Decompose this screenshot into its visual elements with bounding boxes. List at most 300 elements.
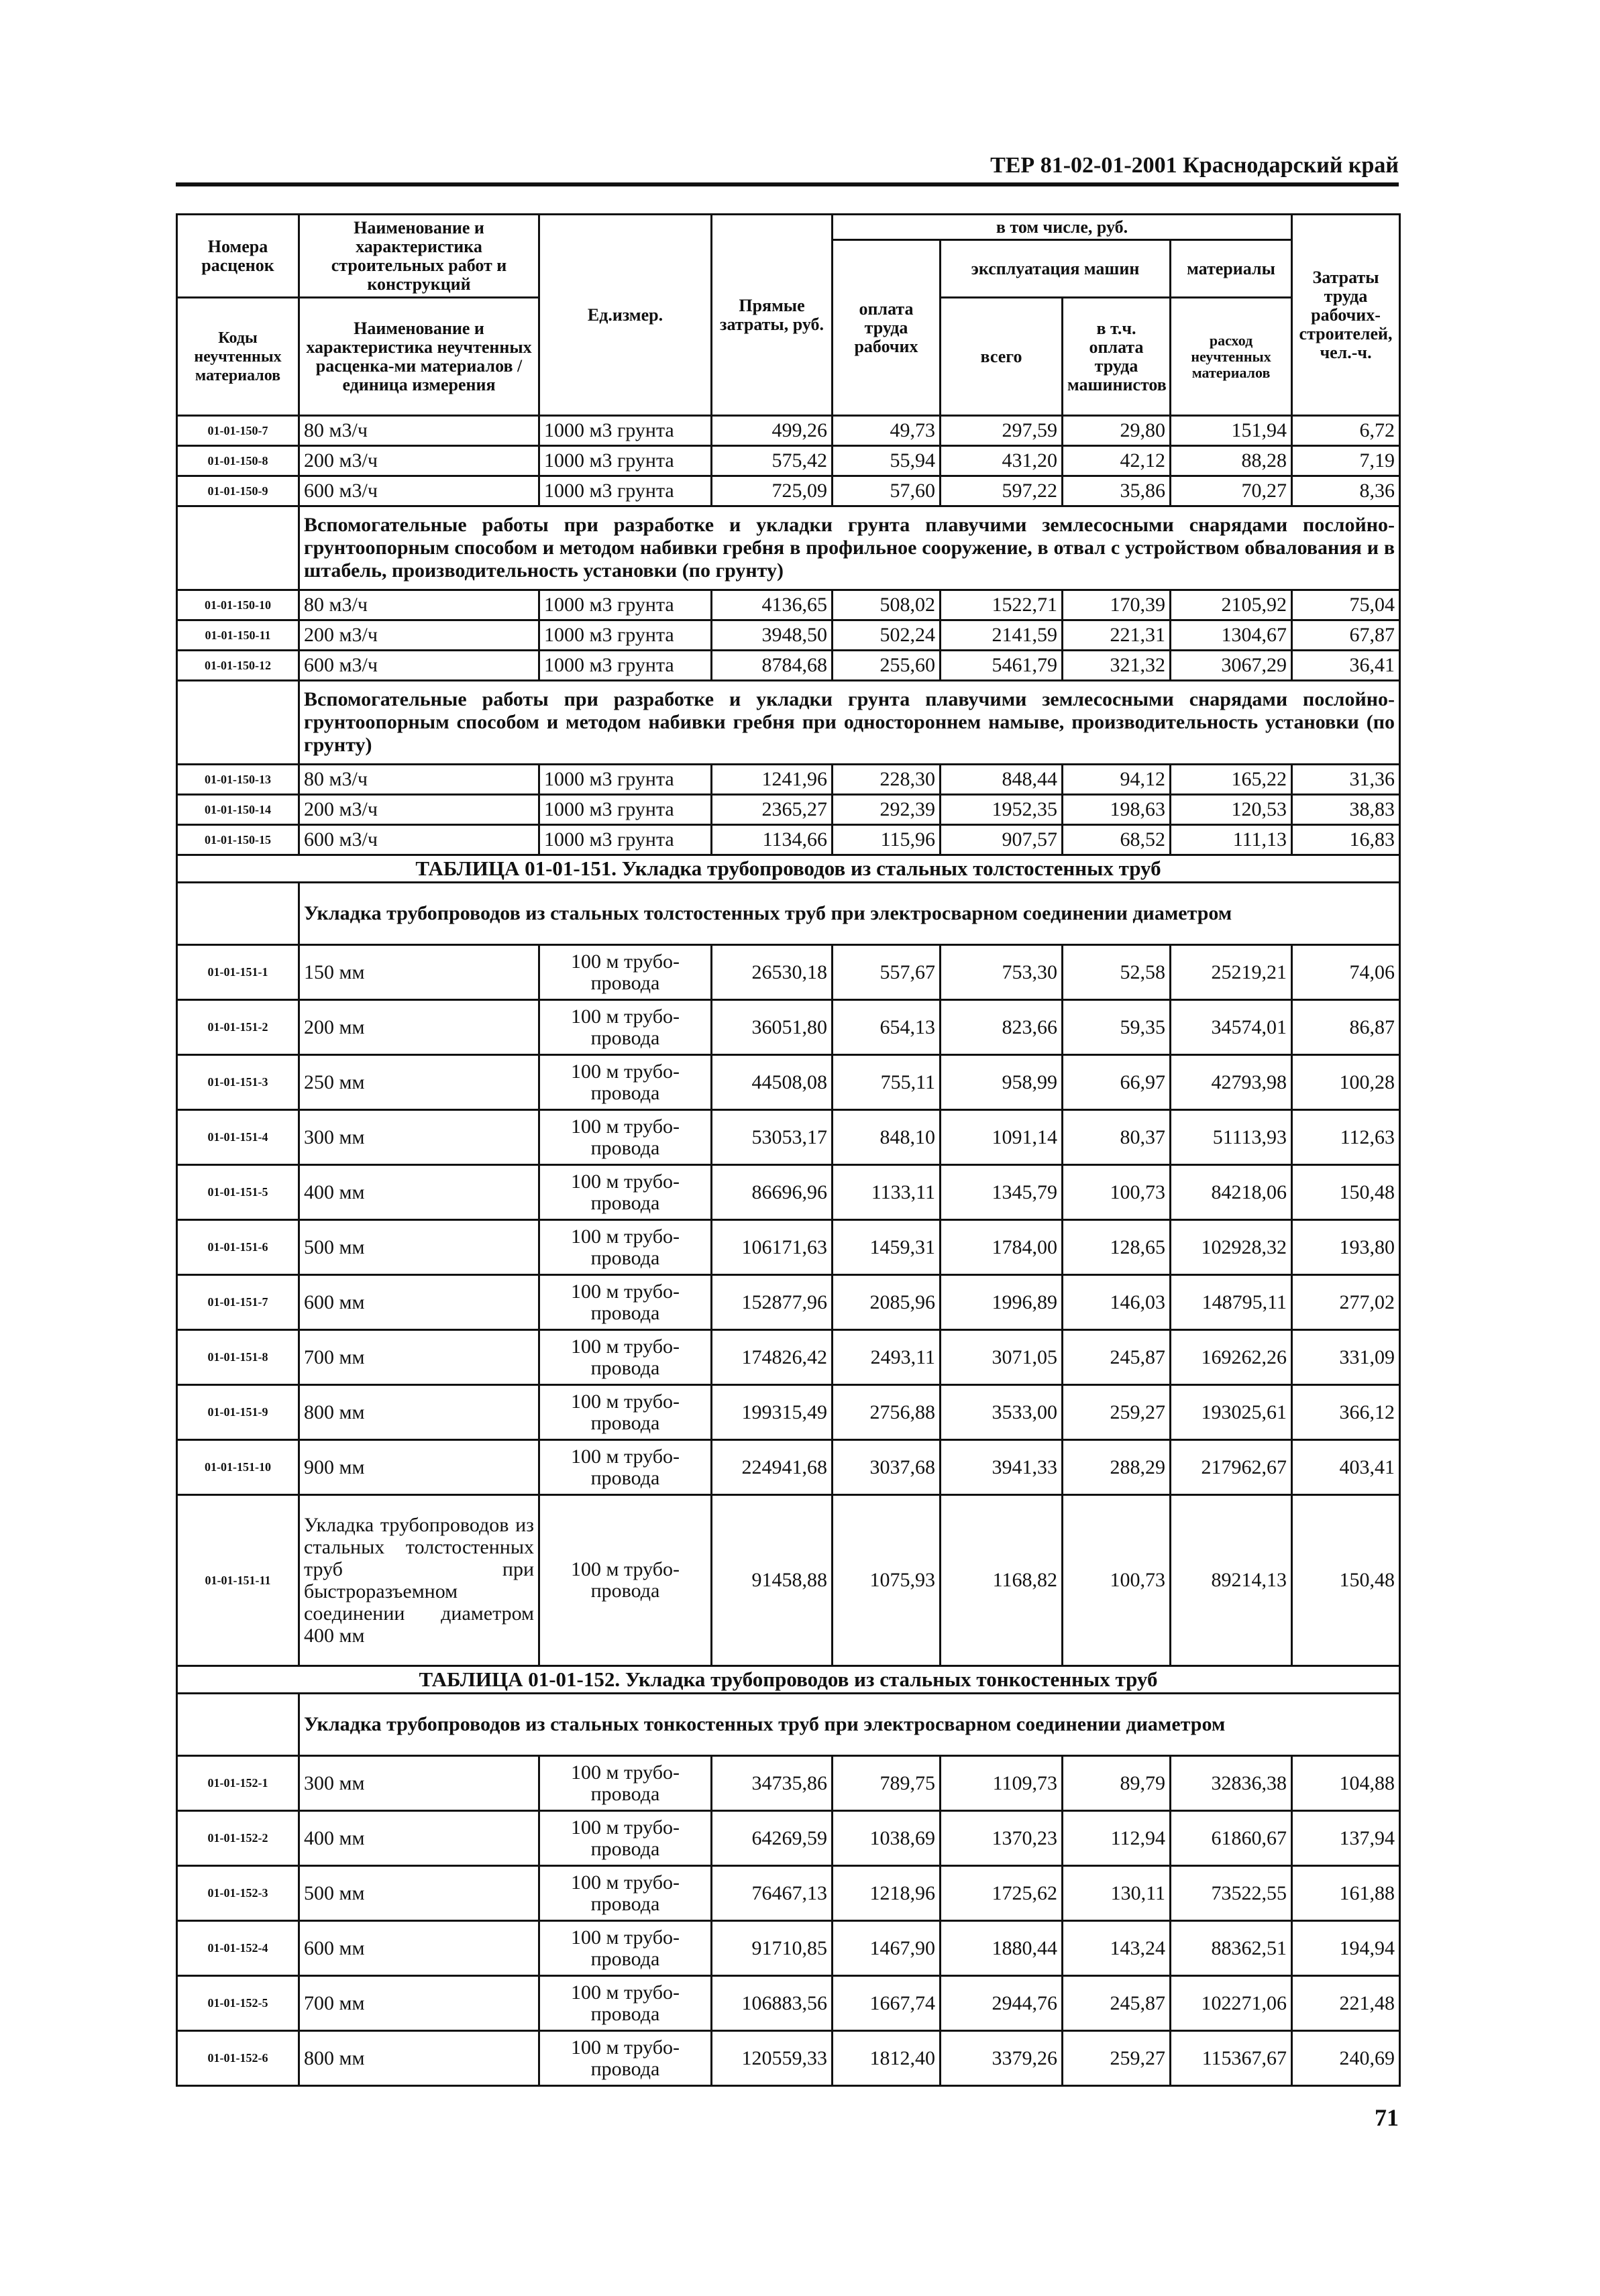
machinists-cell: 221,31 [1063, 620, 1171, 651]
labor-pay-cell: 2085,96 [833, 1275, 941, 1330]
direct-cost-cell: 44508,08 [712, 1055, 833, 1110]
labor-hours-cell: 100,28 [1292, 1055, 1400, 1110]
table-row [177, 1440, 1400, 1495]
labor-hours-cell: 36,41 [1292, 651, 1400, 681]
direct-cost-cell: 26530,18 [712, 945, 833, 1000]
labor-hours-cell: 150,48 [1292, 1165, 1400, 1220]
materials-cell: 25219,21 [1171, 945, 1292, 1000]
col-header-incl: в том числе, руб. [833, 215, 1292, 240]
col-header-name-bottom: Наименование и характеристика неучтенных расценка-ми материалов / единица измерения [299, 298, 539, 416]
table-row [177, 590, 1400, 620]
name-cell: 600 м3/ч [299, 651, 539, 681]
unit-cell: 100 м трубо-провода [539, 2031, 712, 2086]
materials-cell: 3067,29 [1171, 651, 1292, 681]
labor-pay-cell: 1133,11 [833, 1165, 941, 1220]
materials-cell: 88,28 [1171, 446, 1292, 476]
section-description-row [177, 1694, 1400, 1756]
table-cell [177, 1666, 1400, 1694]
materials-cell: 102928,32 [1171, 1220, 1292, 1275]
direct-cost-cell: 91458,88 [712, 1495, 833, 1666]
direct-cost-cell: 106883,56 [712, 1976, 833, 2031]
machines-cell: 3533,00 [941, 1385, 1063, 1440]
labor-pay-cell: 557,67 [833, 945, 941, 1000]
machinists-cell: 59,35 [1063, 1000, 1171, 1055]
code-cell: 01-01-151-3 [177, 1055, 299, 1110]
code-cell: 01-01-151-1 [177, 945, 299, 1000]
table-row [177, 825, 1400, 855]
materials-cell: 61860,67 [1171, 1811, 1292, 1866]
unit-cell: 1000 м3 грунта [539, 765, 712, 795]
labor-pay-cell: 848,10 [833, 1110, 941, 1165]
code-cell: 01-01-150-12 [177, 651, 299, 681]
name-cell: 600 мм [299, 1921, 539, 1976]
machines-cell: 3941,33 [941, 1440, 1063, 1495]
materials-cell: 88362,51 [1171, 1921, 1292, 1976]
machines-cell: 297,59 [941, 416, 1063, 446]
table-row [177, 1165, 1400, 1220]
labor-pay-cell: 502,24 [833, 620, 941, 651]
table-cell [177, 215, 1400, 240]
code-cell: 01-01-150-10 [177, 590, 299, 620]
name-cell: 500 мм [299, 1220, 539, 1275]
unit-cell: 100 м трубо-провода [539, 1385, 712, 1440]
machinists-cell: 68,52 [1063, 825, 1171, 855]
table-cell [177, 855, 1400, 883]
unit-cell: 1000 м3 грунта [539, 620, 712, 651]
unit-cell: 100 м трубо-провода [539, 1275, 712, 1330]
machines-cell: 597,22 [941, 476, 1063, 506]
materials-cell: 169262,26 [1171, 1330, 1292, 1385]
unit-cell: 100 м трубо-провода [539, 1495, 712, 1666]
code-cell: 01-01-150-14 [177, 795, 299, 825]
labor-hours-cell: 67,87 [1292, 620, 1400, 651]
machines-cell: 753,30 [941, 945, 1063, 1000]
col-header-direct: Прямые затраты, руб. [712, 215, 833, 416]
machines-cell: 5461,79 [941, 651, 1063, 681]
labor-hours-cell: 74,06 [1292, 945, 1400, 1000]
labor-pay-cell: 3037,68 [833, 1440, 941, 1495]
labor-hours-cell: 331,09 [1292, 1330, 1400, 1385]
col-header-code-bottom: Коды неучтенных материалов [177, 298, 299, 416]
materials-cell: 193025,61 [1171, 1385, 1292, 1440]
table-row [177, 1756, 1400, 1811]
labor-pay-cell: 255,60 [833, 651, 941, 681]
section-description-row [177, 681, 1400, 765]
col-header-machines: эксплуатация машин [941, 240, 1171, 298]
labor-pay-cell: 789,75 [833, 1756, 941, 1811]
labor-hours-cell: 6,72 [1292, 416, 1400, 446]
name-cell: 600 мм [299, 1275, 539, 1330]
machines-cell: 3071,05 [941, 1330, 1063, 1385]
unit-cell: 100 м трубо-провода [539, 1440, 712, 1495]
machinists-cell: 146,03 [1063, 1275, 1171, 1330]
machines-cell: 848,44 [941, 765, 1063, 795]
section-description: Вспомогательные работы при разработке и укладки грунта плавучими землесосными снарядами послойно-грунтоопорным способом и методом набивки гребня в профильное сооружение, в отвал с устройством обвалования и в штабель, производительность установки (по грунту) [299, 506, 1400, 590]
labor-pay-cell: 228,30 [833, 765, 941, 795]
table-row [177, 1921, 1400, 1976]
table-row [177, 1330, 1400, 1385]
page-header-title: ТЕР 81-02-01-2001 Краснодарский край [990, 153, 1399, 178]
unit-cell: 1000 м3 грунта [539, 795, 712, 825]
direct-cost-cell: 575,42 [712, 446, 833, 476]
materials-cell: 70,27 [1171, 476, 1292, 506]
machinists-cell: 100,73 [1063, 1165, 1171, 1220]
labor-hours-cell: 31,36 [1292, 765, 1400, 795]
materials-cell: 165,22 [1171, 765, 1292, 795]
direct-cost-cell: 152877,96 [712, 1275, 833, 1330]
name-cell: 200 мм [299, 1000, 539, 1055]
machinists-cell: 245,87 [1063, 1976, 1171, 2031]
direct-cost-cell: 76467,13 [712, 1866, 833, 1921]
labor-hours-cell: 366,12 [1292, 1385, 1400, 1440]
labor-hours-cell: 150,48 [1292, 1495, 1400, 1666]
table-row [177, 620, 1400, 651]
direct-cost-cell: 86696,96 [712, 1165, 833, 1220]
direct-cost-cell: 725,09 [712, 476, 833, 506]
unit-cell: 1000 м3 грунта [539, 651, 712, 681]
machines-cell: 1996,89 [941, 1275, 1063, 1330]
col-header-incl-machinists: в т.ч. оплата труда машинистов [1063, 298, 1171, 416]
machinists-cell: 35,86 [1063, 476, 1171, 506]
materials-cell: 34574,01 [1171, 1000, 1292, 1055]
col-header-labor: оплата труда рабочих [833, 240, 941, 416]
table-row [177, 651, 1400, 681]
labor-pay-cell: 1038,69 [833, 1811, 941, 1866]
labor-hours-cell: 161,88 [1292, 1866, 1400, 1921]
machinists-cell: 94,12 [1063, 765, 1171, 795]
code-cell: 01-01-151-9 [177, 1385, 299, 1440]
labor-hours-cell: 7,19 [1292, 446, 1400, 476]
materials-cell: 1304,67 [1171, 620, 1292, 651]
code-cell: 01-01-150-8 [177, 446, 299, 476]
labor-hours-cell: 16,83 [1292, 825, 1400, 855]
labor-hours-cell: 240,69 [1292, 2031, 1400, 2086]
table-151 [177, 855, 1400, 1666]
machinists-cell: 29,80 [1063, 416, 1171, 446]
table-row [177, 2031, 1400, 2086]
materials-cell: 217962,67 [1171, 1440, 1292, 1495]
machines-cell: 907,57 [941, 825, 1063, 855]
col-header-name-top: Наименование и характеристика строительных работ и конструкций [299, 215, 539, 298]
table-cell [177, 506, 299, 590]
unit-cell: 100 м трубо-провода [539, 1165, 712, 1220]
direct-cost-cell: 8784,68 [712, 651, 833, 681]
machines-cell: 3379,26 [941, 2031, 1063, 2086]
table-cell [177, 681, 299, 765]
table-row [177, 1055, 1400, 1110]
code-cell: 01-01-152-2 [177, 1811, 299, 1866]
name-cell: 500 мм [299, 1866, 539, 1921]
unit-cell: 100 м трубо-провода [539, 945, 712, 1000]
unit-cell: 1000 м3 грунта [539, 825, 712, 855]
direct-cost-cell: 3948,50 [712, 620, 833, 651]
labor-hours-cell: 221,48 [1292, 1976, 1400, 2031]
name-cell: 700 мм [299, 1976, 539, 2031]
table-151-title: ТАБЛИЦА 01-01-151. Укладка трубопроводов из стальных толстостенных труб [177, 855, 1400, 883]
direct-cost-cell: 34735,86 [712, 1756, 833, 1811]
machines-cell: 1725,62 [941, 1866, 1063, 1921]
table-row [177, 1220, 1400, 1275]
code-cell: 01-01-151-11 [177, 1495, 299, 1666]
machinists-cell: 112,94 [1063, 1811, 1171, 1866]
unit-cell: 1000 м3 грунта [539, 590, 712, 620]
unit-cell: 100 м трубо-провода [539, 1866, 712, 1921]
machinists-cell: 42,12 [1063, 446, 1171, 476]
code-cell: 01-01-152-4 [177, 1921, 299, 1976]
name-cell: Укладка трубопроводов из стальных толстостенных труб при быстроразъемном соединении диаметром 400 мм [299, 1495, 539, 1666]
unit-cell: 100 м трубо-провода [539, 1000, 712, 1055]
col-header-unaccounted: расход неучтенных материалов [1171, 298, 1292, 416]
machinists-cell: 170,39 [1063, 590, 1171, 620]
direct-cost-cell: 1241,96 [712, 765, 833, 795]
code-cell: 01-01-151-2 [177, 1000, 299, 1055]
labor-pay-cell: 1075,93 [833, 1495, 941, 1666]
labor-pay-cell: 1459,31 [833, 1220, 941, 1275]
table-cell [177, 883, 299, 945]
code-cell: 01-01-151-8 [177, 1330, 299, 1385]
table-152-description: Укладка трубопроводов из стальных тонкостенных труб при электросварном соединении диаметром [299, 1694, 1400, 1756]
name-cell: 150 мм [299, 945, 539, 1000]
unit-cell: 1000 м3 грунта [539, 446, 712, 476]
materials-cell: 148795,11 [1171, 1275, 1292, 1330]
unit-cell: 100 м трубо-провода [539, 1055, 712, 1110]
labor-hours-cell: 137,94 [1292, 1811, 1400, 1866]
labor-pay-cell: 508,02 [833, 590, 941, 620]
labor-pay-cell: 292,39 [833, 795, 941, 825]
table-row [177, 1811, 1400, 1866]
name-cell: 300 мм [299, 1756, 539, 1811]
materials-cell: 51113,93 [1171, 1110, 1292, 1165]
machines-cell: 431,20 [941, 446, 1063, 476]
machines-cell: 1952,35 [941, 795, 1063, 825]
machines-cell: 1880,44 [941, 1921, 1063, 1976]
machinists-cell: 259,27 [1063, 2031, 1171, 2086]
machinists-cell: 198,63 [1063, 795, 1171, 825]
labor-hours-cell: 193,80 [1292, 1220, 1400, 1275]
materials-cell: 102271,06 [1171, 1976, 1292, 2031]
name-cell: 80 м3/ч [299, 590, 539, 620]
labor-hours-cell: 112,63 [1292, 1110, 1400, 1165]
labor-pay-cell: 1467,90 [833, 1921, 941, 1976]
table-152 [177, 1666, 1400, 2086]
col-header-code-top: Номера расценок [177, 215, 299, 298]
name-cell: 250 мм [299, 1055, 539, 1110]
materials-cell: 32836,38 [1171, 1756, 1292, 1811]
materials-cell: 115367,67 [1171, 2031, 1292, 2086]
unit-cell: 100 м трубо-провода [539, 1220, 712, 1275]
code-cell: 01-01-152-5 [177, 1976, 299, 2031]
name-cell: 700 мм [299, 1330, 539, 1385]
labor-pay-cell: 1667,74 [833, 1976, 941, 2031]
name-cell: 400 мм [299, 1165, 539, 1220]
machinists-cell: 80,37 [1063, 1110, 1171, 1165]
machines-cell: 1168,82 [941, 1495, 1063, 1666]
col-header-total: всего [941, 298, 1063, 416]
name-cell: 600 м3/ч [299, 476, 539, 506]
labor-pay-cell: 55,94 [833, 446, 941, 476]
table-row [177, 1495, 1400, 1666]
unit-cell: 100 м трубо-провода [539, 1330, 712, 1385]
direct-cost-cell: 199315,49 [712, 1385, 833, 1440]
unit-cell: 100 м трубо-провода [539, 1811, 712, 1866]
machinists-cell: 130,11 [1063, 1866, 1171, 1921]
table-row [177, 1000, 1400, 1055]
table-row [177, 765, 1400, 795]
machinists-cell: 100,73 [1063, 1495, 1171, 1666]
table-row [177, 1976, 1400, 2031]
name-cell: 400 мм [299, 1811, 539, 1866]
machines-cell: 1345,79 [941, 1165, 1063, 1220]
machinists-cell: 259,27 [1063, 1385, 1171, 1440]
materials-cell: 151,94 [1171, 416, 1292, 446]
materials-cell: 111,13 [1171, 825, 1292, 855]
labor-pay-cell: 49,73 [833, 416, 941, 446]
materials-cell: 73522,55 [1171, 1866, 1292, 1921]
section-description-row [177, 883, 1400, 945]
table-row [177, 416, 1400, 446]
table-152-title: ТАБЛИЦА 01-01-152. Укладка трубопроводов из стальных тонкостенных труб [177, 1666, 1400, 1694]
machines-cell: 1091,14 [941, 1110, 1063, 1165]
name-cell: 200 м3/ч [299, 795, 539, 825]
code-cell: 01-01-150-7 [177, 416, 299, 446]
col-header-materials: материалы [1171, 240, 1292, 298]
labor-hours-cell: 277,02 [1292, 1275, 1400, 1330]
table-row [177, 945, 1400, 1000]
name-cell: 600 м3/ч [299, 825, 539, 855]
machinists-cell: 89,79 [1063, 1756, 1171, 1811]
direct-cost-cell: 174826,42 [712, 1330, 833, 1385]
code-cell: 01-01-152-1 [177, 1756, 299, 1811]
name-cell: 200 м3/ч [299, 446, 539, 476]
unit-cell: 100 м трубо-провода [539, 1976, 712, 2031]
name-cell: 800 мм [299, 2031, 539, 2086]
group-150-b [177, 590, 1400, 765]
code-cell: 01-01-151-7 [177, 1275, 299, 1330]
machines-cell: 1522,71 [941, 590, 1063, 620]
direct-cost-cell: 1134,66 [712, 825, 833, 855]
section-description: Вспомогательные работы при разработке и укладки грунта плавучими землесосными снарядами послойно-грунтоопорным способом и методом набивки гребня при одностороннем намыве, производительность установки (по грунту) [299, 681, 1400, 765]
unit-cell: 1000 м3 грунта [539, 416, 712, 446]
code-cell: 01-01-151-4 [177, 1110, 299, 1165]
table-row [177, 1275, 1400, 1330]
col-header-unit: Ед.измер. [539, 215, 712, 416]
labor-pay-cell: 2756,88 [833, 1385, 941, 1440]
labor-pay-cell: 654,13 [833, 1000, 941, 1055]
direct-cost-cell: 499,26 [712, 416, 833, 446]
table-header [177, 215, 1400, 416]
table-row [177, 795, 1400, 825]
labor-pay-cell: 2493,11 [833, 1330, 941, 1385]
code-cell: 01-01-152-6 [177, 2031, 299, 2086]
direct-cost-cell: 224941,68 [712, 1440, 833, 1495]
group-150-a [177, 416, 1400, 590]
machines-cell: 2944,76 [941, 1976, 1063, 2031]
unit-cell: 100 м трубо-провода [539, 1756, 712, 1811]
materials-cell: 42793,98 [1171, 1055, 1292, 1110]
machines-cell: 2141,59 [941, 620, 1063, 651]
name-cell: 900 мм [299, 1440, 539, 1495]
machines-cell: 1370,23 [941, 1811, 1063, 1866]
machinists-cell: 321,32 [1063, 651, 1171, 681]
code-cell: 01-01-152-3 [177, 1866, 299, 1921]
direct-cost-cell: 36051,80 [712, 1000, 833, 1055]
machinists-cell: 143,24 [1063, 1921, 1171, 1976]
machines-cell: 823,66 [941, 1000, 1063, 1055]
labor-pay-cell: 57,60 [833, 476, 941, 506]
name-cell: 80 м3/ч [299, 765, 539, 795]
table-row [177, 1385, 1400, 1440]
direct-cost-cell: 2365,27 [712, 795, 833, 825]
table-row [177, 1866, 1400, 1921]
direct-cost-cell: 120559,33 [712, 2031, 833, 2086]
code-cell: 01-01-150-11 [177, 620, 299, 651]
machines-cell: 1109,73 [941, 1756, 1063, 1811]
rates-table [176, 213, 1401, 2087]
machines-cell: 958,99 [941, 1055, 1063, 1110]
code-cell: 01-01-150-9 [177, 476, 299, 506]
labor-pay-cell: 115,96 [833, 825, 941, 855]
labor-pay-cell: 755,11 [833, 1055, 941, 1110]
machinists-cell: 66,97 [1063, 1055, 1171, 1110]
labor-pay-cell: 1812,40 [833, 2031, 941, 2086]
machinists-cell: 128,65 [1063, 1220, 1171, 1275]
table-151-description: Укладка трубопроводов из стальных толстостенных труб при электросварном соединении диаметром [299, 883, 1400, 945]
labor-hours-cell: 86,87 [1292, 1000, 1400, 1055]
labor-hours-cell: 38,83 [1292, 795, 1400, 825]
unit-cell: 100 м трубо-провода [539, 1110, 712, 1165]
table-row [177, 476, 1400, 506]
direct-cost-cell: 106171,63 [712, 1220, 833, 1275]
labor-pay-cell: 1218,96 [833, 1866, 941, 1921]
code-cell: 01-01-151-5 [177, 1165, 299, 1220]
materials-cell: 89214,13 [1171, 1495, 1292, 1666]
table-cell [177, 1694, 299, 1756]
labor-hours-cell: 194,94 [1292, 1921, 1400, 1976]
unit-cell: 100 м трубо-провода [539, 1921, 712, 1976]
header-rule [176, 182, 1399, 186]
direct-cost-cell: 91710,85 [712, 1921, 833, 1976]
group-150-c [177, 765, 1400, 855]
materials-cell: 2105,92 [1171, 590, 1292, 620]
code-cell: 01-01-151-6 [177, 1220, 299, 1275]
machines-cell: 1784,00 [941, 1220, 1063, 1275]
machinists-cell: 245,87 [1063, 1330, 1171, 1385]
col-header-labor-cost: Затраты труда рабочих-строителей, чел.-ч. [1292, 215, 1400, 416]
unit-cell: 1000 м3 грунта [539, 476, 712, 506]
materials-cell: 84218,06 [1171, 1165, 1292, 1220]
direct-cost-cell: 64269,59 [712, 1811, 833, 1866]
labor-hours-cell: 403,41 [1292, 1440, 1400, 1495]
code-cell: 01-01-150-13 [177, 765, 299, 795]
code-cell: 01-01-151-10 [177, 1440, 299, 1495]
name-cell: 300 мм [299, 1110, 539, 1165]
labor-hours-cell: 104,88 [1292, 1756, 1400, 1811]
direct-cost-cell: 53053,17 [712, 1110, 833, 1165]
table-row [177, 1110, 1400, 1165]
machinists-cell: 52,58 [1063, 945, 1171, 1000]
labor-hours-cell: 75,04 [1292, 590, 1400, 620]
name-cell: 800 мм [299, 1385, 539, 1440]
machinists-cell: 288,29 [1063, 1440, 1171, 1495]
name-cell: 80 м3/ч [299, 416, 539, 446]
table-row [177, 446, 1400, 476]
direct-cost-cell: 4136,65 [712, 590, 833, 620]
labor-hours-cell: 8,36 [1292, 476, 1400, 506]
materials-cell: 120,53 [1171, 795, 1292, 825]
code-cell: 01-01-150-15 [177, 825, 299, 855]
name-cell: 200 м3/ч [299, 620, 539, 651]
page-number: 71 [1375, 2104, 1399, 2131]
